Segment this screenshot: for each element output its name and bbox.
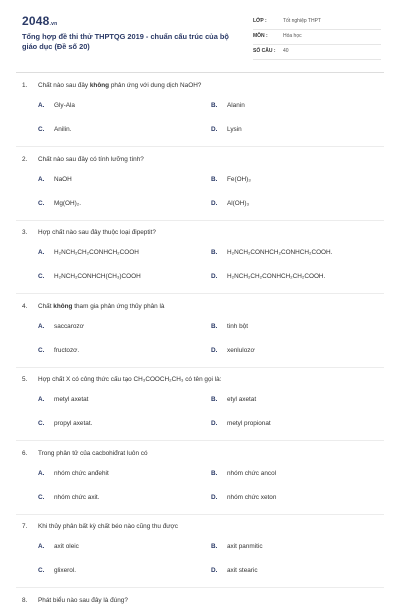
option-letter: A. (38, 322, 45, 330)
meta-key: MÔN : (253, 33, 268, 39)
question-text: không (89, 82, 110, 89)
header-divider (16, 72, 384, 73)
option-text: H₂NCH₂CONHCH(CH₃)COOH (54, 273, 141, 280)
option-letter: C. (38, 567, 45, 574)
answer-option[interactable] (38, 126, 71, 133)
option-letter: C. (38, 420, 45, 427)
option-text: axit panmitic (227, 543, 263, 550)
option-text: NaOH (54, 175, 72, 183)
option-text: Al(OH)₃ (227, 199, 250, 207)
option-text: tinh bột (227, 322, 248, 330)
exam-title: Tổng hợp đề thi thử THPTQG 2019 - chuẩn cấu trúc của bộ giáo dục (Đề số 20) (22, 32, 229, 51)
answer-option[interactable] (211, 543, 263, 550)
question-text: Hợp chất X có công thức cấu tạo CH₃COOCH₂CH₃ có tên gọi là: (38, 376, 222, 383)
option-text: etyl axetat (227, 396, 257, 403)
answer-option[interactable] (38, 567, 76, 574)
option-text: nhóm chức anđehit (54, 469, 109, 477)
answer-option[interactable] (38, 494, 99, 501)
question-text: Chất nào sau đây có tính lưỡng tính? (38, 155, 144, 163)
question-text: không (53, 302, 73, 310)
question-text: Chất (38, 302, 54, 310)
option-text: metyl axetat (54, 396, 89, 403)
question-stem (22, 597, 128, 604)
option-text: H₂NCH₂CH₂CONHCH₂CH₂COOH. (227, 273, 326, 280)
answer-option[interactable] (38, 200, 81, 207)
option-text: Alanin (227, 102, 245, 109)
answer-option[interactable] (211, 102, 245, 109)
question-divider (16, 514, 384, 515)
answer-option[interactable] (211, 273, 325, 280)
answer-option[interactable] (211, 347, 255, 354)
answer-option[interactable] (211, 249, 332, 256)
option-letter: B. (211, 322, 218, 330)
meta-key: SỐ CÂU : (253, 48, 276, 54)
answer-option[interactable] (38, 420, 92, 427)
option-letter: C. (38, 273, 45, 280)
question-number: 4. (22, 302, 28, 310)
option-letter: B. (211, 175, 218, 183)
option-text: propyl axetat. (54, 420, 93, 427)
question-text: Trong phân tử của cacbohiđrat luôn có (38, 449, 148, 457)
answer-option[interactable] (211, 567, 258, 574)
question-stem (22, 156, 144, 163)
question-stem (22, 450, 148, 457)
exam-meta-panel (253, 15, 381, 60)
option-letter: D. (211, 346, 218, 354)
answer-option[interactable] (211, 200, 249, 207)
question-stem (22, 229, 156, 236)
option-letter: B. (211, 102, 218, 109)
option-text: saccarozơ (54, 322, 84, 330)
option-text: axit stearic (227, 567, 258, 574)
question-divider (16, 367, 384, 368)
question-number: 1. (22, 82, 28, 89)
answer-option[interactable] (211, 323, 248, 330)
meta-key: LỚP : (253, 18, 267, 24)
option-letter: A. (38, 396, 45, 403)
question-divider (16, 440, 384, 441)
answer-option[interactable] (38, 176, 72, 183)
answer-option[interactable] (38, 347, 79, 354)
question-divider (16, 220, 384, 221)
option-text: nhóm chức axit. (54, 493, 100, 501)
option-text: H₂NCH₂CONHCH₂CONHCH₂COOH. (227, 249, 333, 256)
option-letter: D. (211, 420, 218, 427)
exam-header (0, 0, 400, 72)
meta-row (253, 30, 381, 45)
option-letter: B. (211, 249, 218, 256)
question-number: 3. (22, 229, 28, 236)
meta-value: Hóa học (283, 33, 302, 39)
answer-option[interactable] (38, 249, 139, 256)
option-letter: D. (211, 199, 218, 207)
option-text: axit oleic (54, 543, 79, 550)
option-letter: D. (211, 273, 218, 280)
option-letter: D. (211, 493, 218, 501)
answer-option[interactable] (211, 494, 276, 501)
question-text: Chất nào sau đây (38, 82, 90, 89)
option-letter: A. (38, 543, 45, 550)
question-stem (22, 82, 201, 89)
option-text: nhóm chức xeton (227, 493, 277, 501)
option-letter: B. (211, 469, 218, 477)
option-letter: C. (38, 493, 45, 501)
option-letter: C. (38, 126, 45, 133)
question-stem (22, 303, 165, 310)
question-divider (16, 293, 384, 294)
question-stem (22, 523, 178, 530)
answer-option[interactable] (211, 470, 276, 477)
answer-option[interactable] (211, 396, 256, 403)
option-text: nhóm chức ancol (227, 469, 277, 477)
option-letter: A. (38, 102, 45, 109)
meta-row (253, 45, 381, 60)
question-text: Phát biểu nào sau đây là đúng? (38, 596, 128, 604)
option-text: Gly-Ala (54, 102, 75, 109)
option-text: Lysin (227, 126, 242, 133)
question-number: 6. (22, 449, 28, 457)
question-stem (22, 376, 221, 383)
option-text: Mg(OH)₂. (54, 199, 81, 207)
question-number: 8. (22, 596, 28, 604)
answer-option[interactable] (38, 273, 141, 280)
meta-row (253, 15, 381, 30)
answer-option[interactable] (38, 470, 109, 477)
question-text: phản ứng với dung dịch NaOH? (109, 82, 202, 89)
question-text: tham gia phản ứng thủy phân là (72, 302, 165, 310)
question-number: 5. (22, 376, 28, 383)
option-letter: A. (38, 469, 45, 477)
option-letter: B. (211, 396, 218, 403)
option-letter: C. (38, 346, 45, 354)
option-letter: A. (38, 175, 45, 183)
option-text: xenlulozơ (227, 346, 255, 354)
answer-option[interactable] (38, 102, 75, 109)
option-text: Anilin. (54, 126, 72, 133)
meta-value: 40 (283, 48, 289, 54)
option-letter: A. (38, 249, 45, 256)
question-number: 2. (22, 155, 28, 163)
answer-option[interactable] (211, 126, 242, 133)
option-letter: B. (211, 543, 218, 550)
option-text: fructozơ. (54, 346, 80, 354)
option-text: Fe(OH)₃ (227, 175, 251, 183)
option-letter: D. (211, 126, 218, 133)
answer-option[interactable] (38, 543, 79, 550)
option-letter: D. (211, 567, 218, 574)
answer-option[interactable] (38, 323, 84, 330)
answer-option[interactable] (211, 420, 271, 427)
option-text: metyl propionat (227, 420, 271, 427)
option-letter: C. (38, 199, 45, 207)
question-text: Hợp chất nào sau đây thuộc loại đipeptit? (38, 229, 156, 236)
answer-option[interactable] (211, 176, 251, 183)
option-text: glixerol. (54, 567, 77, 574)
question-number: 7. (22, 523, 28, 530)
site-logo[interactable]: 2048.vn (22, 14, 58, 28)
answer-option[interactable] (38, 396, 88, 403)
question-text: Khi thủy phân bất kỳ chất béo nào cũng thu được (38, 523, 178, 530)
meta-value: Tốt nghiệp THPT (283, 18, 321, 24)
question-divider (16, 587, 384, 588)
question-divider (16, 146, 384, 147)
option-text: H₂NCH₂CH₂CONHCH₂COOH (54, 249, 139, 256)
